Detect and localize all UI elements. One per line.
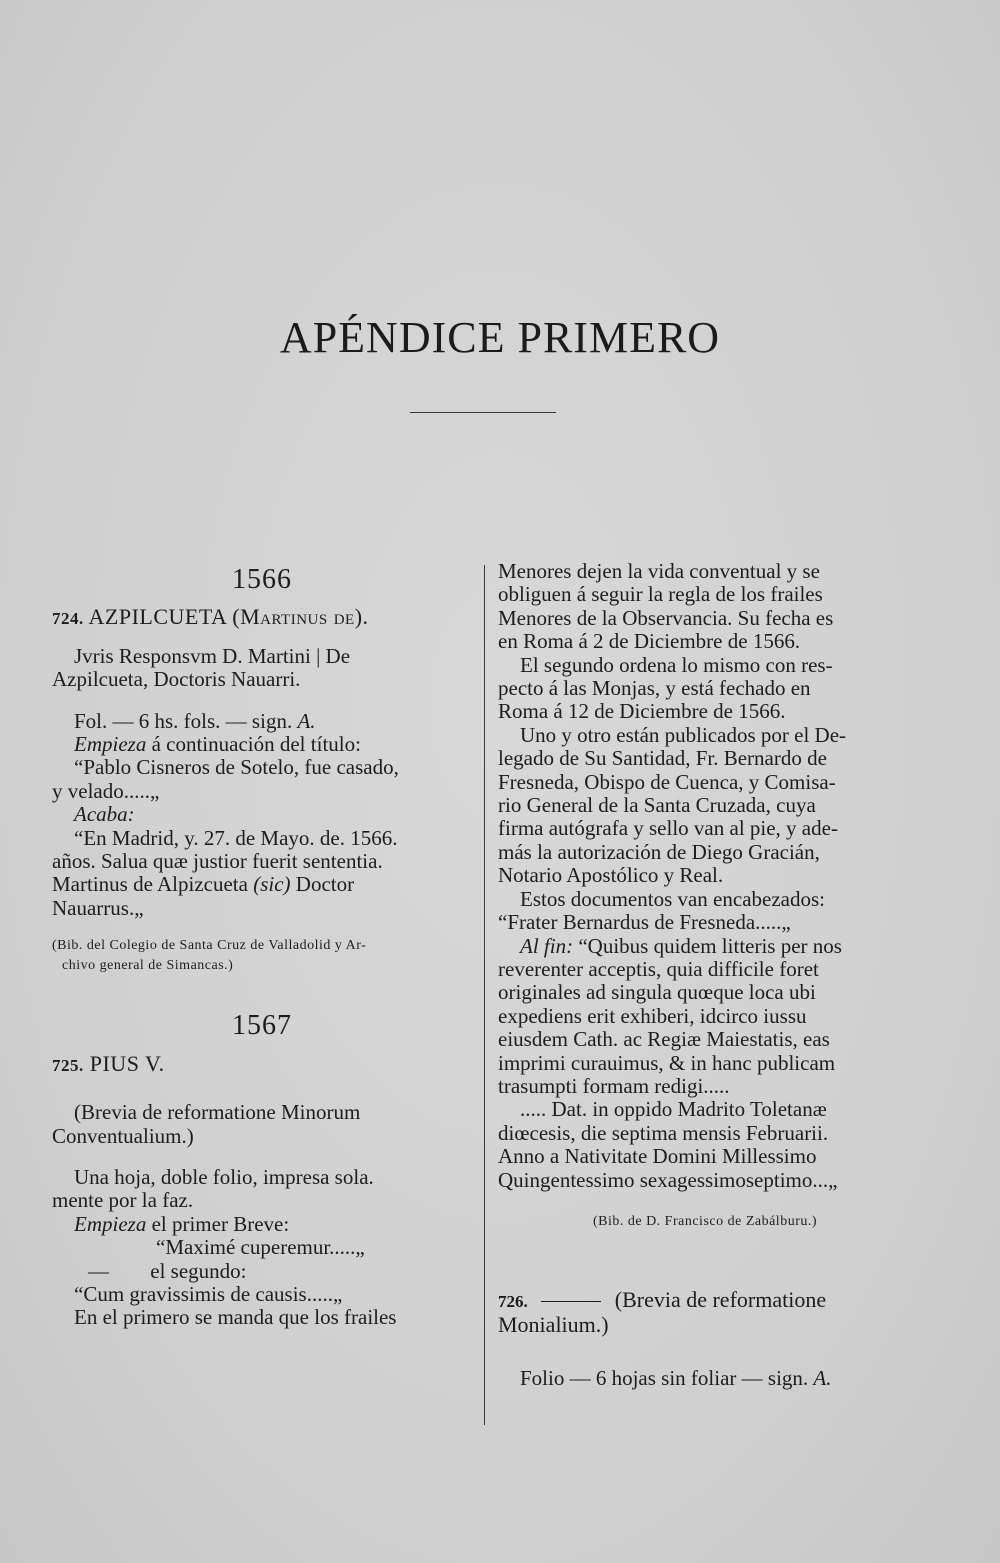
body-line: originales ad singula quœque loca ubi [498,980,816,1005]
entry-author: AZPILCUETA ( [88,604,241,630]
body-line: Anno a Nativitate Domini Millessimo [498,1144,817,1169]
body-line: Menores dejen la vida conventual y se [498,559,820,583]
end-text-line: “En Madrid, y. 27. de Mayo. de. 1566. [74,825,398,850]
year-heading-1566: 1566 [232,564,292,595]
entry-description: mente por la faz. [52,1188,194,1213]
sic-mark: (sic) [253,872,291,897]
year-heading-1567: 1567 [232,1010,292,1042]
quote-line: “Maximé cuperemur.....„ [156,1235,365,1260]
entry-title-line: Azpilcueta, Doctoris Nauarri. [52,667,301,692]
body-line: trasumpti formam redigi..... [498,1073,730,1098]
entry-726-heading [498,1288,912,1313]
entry-author-end: ). [354,604,369,630]
body-line: pecto á las Monjas, y está fechado en [498,676,811,701]
body-line: En el primero se manda que los frailes [74,1305,397,1330]
end-text-line: Nauarrus.„ [52,895,144,920]
body-line: Estos documentos van encabezados: [520,886,825,911]
body-line: rio General de la Santa Cruzada, cuya [498,793,816,818]
body-line: firma autógrafa y sello van al pie, y ade- [498,816,838,841]
entry-description: Fol. — 6 hs. fols. — sign. A. [74,708,316,733]
entry-number: 724. [52,609,84,629]
library-note: (Bib. de D. Francisco de Zabálburu.) [592,1213,818,1229]
column-divider [484,565,485,1425]
entry-description: Una hoja, doble folio, impresa sola. [74,1164,374,1189]
entry-title-line: (Brevia de reformatione Minorum [74,1100,361,1125]
empieza-line: Empieza el primer Breve: [74,1211,290,1236]
entry-title-line: Jvris Responsvm D. Martini | De [74,643,351,668]
quote-line: “Cum gravissimis de causis.....„ [74,1281,343,1306]
body-line: Fresneda, Obispo de Cuenca, y Comisa- [498,769,836,794]
signature-letter: A. [297,708,316,733]
entry-number: 726. [498,1291,528,1311]
entry-number: 725. [52,1055,84,1075]
body-line: expediens erit exhiberi, idcirco iussu [498,1003,807,1028]
al-fin-label: Al fin: [520,933,574,958]
quote-line: y velado.....„ [52,778,160,803]
empieza-label: Empieza [74,732,147,757]
empieza-line: Empieza á continuación del título: [74,732,361,757]
body-line: “Frater Bernardus de Fresneda.....„ [498,910,791,935]
body-line: diœcesis, die septima mensis Februarii. [498,1120,829,1145]
body-line: Uno y otro están publicados por el De- [520,722,847,747]
body-line: El segundo ordena lo mismo con res- [520,652,833,677]
body-line: reverenter acceptis, quia difficile foret [498,956,819,981]
left-column [52,560,472,1330]
body-line: Menores de la Observancia. Su fecha es [498,605,834,630]
right-column [498,560,912,1390]
end-text-line: años. Salua quæ justior fuerit sententia. [52,849,383,874]
page-title: APÉNDICE PRIMERO [279,313,721,362]
body-line: ..... Dat. in oppido Madrito Toletanæ [520,1097,827,1122]
entry-724-heading [52,605,472,630]
body-line: Quingentessimo sexagessimoseptimo...„ [498,1167,838,1192]
entry-author-smallcaps: Martinus de [240,604,355,630]
library-note: (Bib. del Colegio de Santa Cruz de Valladolid y Ar- chivo general de Simancas.) [52,938,367,974]
body-line: legado de Su Santidad, Fr. Bernardo de [498,746,827,771]
acaba-label: Acaba: [74,802,135,827]
entry-description: Folio — 6 hojas sin foliar — sign. A. [520,1365,832,1390]
body-line: eiusdem Cath. ac Regiæ Maiestatis, eas [498,1027,830,1052]
empieza-label: Empieza [74,1211,147,1236]
quote-line: “Pablo Cisneros de Sotelo, fue casado, [74,755,399,780]
body-line: Roma á 12 de Diciembre de 1566. [498,699,786,724]
entry-title-line: Conventualium.) [52,1123,194,1148]
title-rule [410,412,556,413]
signature-letter: A. [813,1365,832,1390]
entry-title-line: Monialium.) [498,1312,609,1338]
body-line: Notario Apostólico y Real. [498,863,724,888]
dash-line: — el segundo: [88,1258,247,1283]
body-line: en Roma á 2 de Diciembre de 1566. [498,629,801,654]
entry-title: (Brevia de reformatione [614,1286,827,1312]
body-line: obliguen á seguir la regla de los frailes [498,582,823,607]
body-line: imprimi curauimus, & in hanc publicam [498,1050,836,1075]
entry-author: PIUS V. [89,1050,165,1076]
al-fin-line: Al fin: “Quibus quidem litteris per nos [520,933,842,958]
ditto-rule [541,1301,601,1302]
body-line: más la autorización de Diego Gracián, [498,839,820,864]
end-text-line: Martinus de Alpizcueta (sic) Doctor [52,872,355,897]
entry-725-heading [52,1052,472,1077]
